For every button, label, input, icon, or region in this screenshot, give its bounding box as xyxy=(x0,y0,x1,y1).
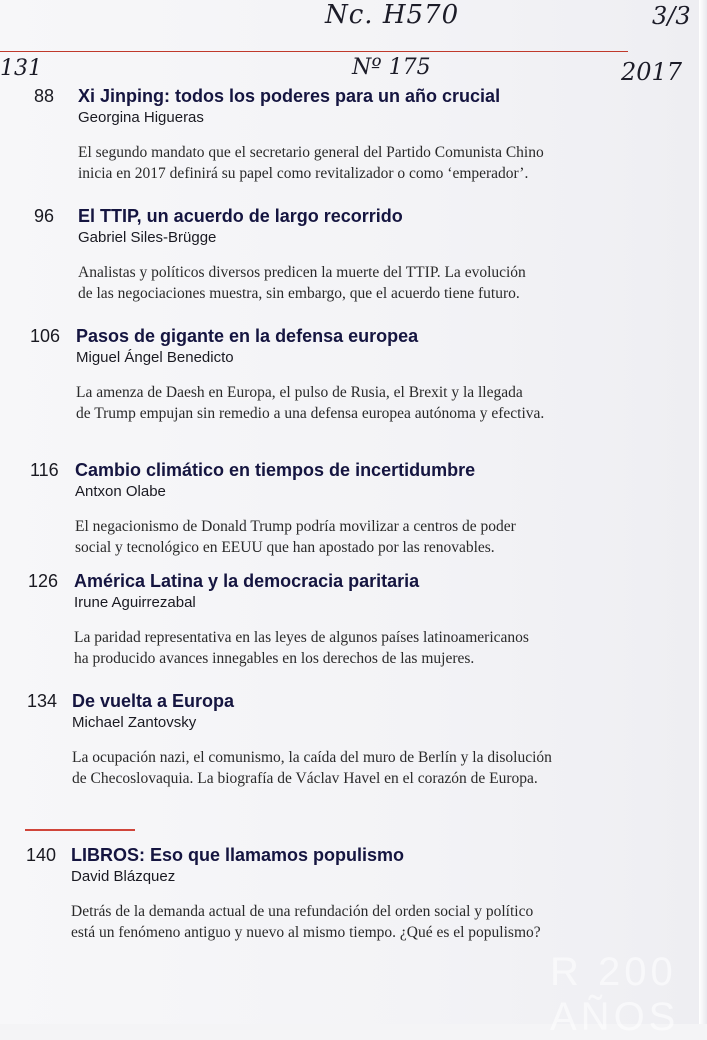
handwritten-issue-number: Nº 175 xyxy=(352,55,431,80)
article-author: Antxon Olabe xyxy=(75,483,166,500)
article-page-number: 126 xyxy=(28,571,59,591)
article-title: Pasos de gigante en la defensa europea xyxy=(76,326,419,346)
handwritten-year: 2017 xyxy=(621,58,683,86)
article-description xyxy=(74,627,634,669)
article-title: LIBROS: Eso que llamamos populismo xyxy=(71,845,405,865)
description-line: ha producido avances innegables en los derechos de las mujeres. xyxy=(74,650,475,667)
description-line: La ocupación nazi, el comunismo, la caída del muro de Berlín y la disolución xyxy=(72,749,552,766)
article-description xyxy=(71,901,631,943)
description-line: está un fenómeno antiguo y nuevo al mismo tiempo. ¿Qué es el populismo? xyxy=(71,924,541,941)
handwritten-catalog-number: Nc. H570 xyxy=(325,0,460,30)
article-title: De vuelta a Europa xyxy=(72,691,235,711)
article-page-number: 116 xyxy=(30,460,59,480)
description-line: Detrás de la demanda actual de una refundación del orden social y político xyxy=(71,903,534,920)
article-page-number: 140 xyxy=(26,845,57,865)
article-title: Xi Jinping: todos los poderes para un año crucial xyxy=(78,86,501,106)
page-edge xyxy=(699,0,707,1024)
description-line: social y tecnológico en EEUU que han apostado por las renovables. xyxy=(75,539,495,556)
article-author: David Blázquez xyxy=(71,868,176,885)
article-title: América Latina y la democracia paritaria xyxy=(74,571,420,591)
article-page-number: 96 xyxy=(34,206,55,226)
article-description xyxy=(75,516,635,558)
libros-red-rule xyxy=(25,829,135,831)
description-line: de las negociaciones muestra, sin embargo, que el acuerdo tiene futuro. xyxy=(78,285,520,302)
handwritten-left-number: 131 xyxy=(0,56,42,81)
article-page-number: 134 xyxy=(27,691,58,711)
article-author: Miguel Ángel Benedicto xyxy=(76,349,234,366)
description-line: La amenza de Daesh en Europa, el pulso de Rusia, el Brexit y la llegada xyxy=(76,384,523,401)
article-author: Michael Zantovsky xyxy=(72,714,197,731)
anniversary-watermark: R 200 AÑOS xyxy=(550,950,680,1039)
top-red-rule xyxy=(0,51,628,52)
description-line: de Checoslovaquia. La biografía de Václav Havel en el corazón de Europa. xyxy=(72,770,538,787)
article-description xyxy=(72,747,632,789)
description-line: Analistas y políticos diversos predicen la muerte del TTIP. La evolución xyxy=(78,264,526,281)
article-author: Irune Aguirrezabal xyxy=(74,594,196,611)
description-line: El segundo mandato que el secretario general del Partido Comunista Chino xyxy=(78,144,544,161)
article-description xyxy=(76,382,636,424)
description-line: La paridad representativa en las leyes de algunos países latinoamericanos xyxy=(74,629,529,646)
handwritten-sheet-count: 3/3 xyxy=(652,2,691,30)
article-page-number: 88 xyxy=(34,86,55,106)
description-line: de Trump empujan sin remedio a una defensa europea autónoma y efectiva. xyxy=(76,405,545,422)
article-page-number: 106 xyxy=(30,326,61,346)
article-title: Cambio climático en tiempos de incertidumbre xyxy=(75,460,476,480)
description-line: El negacionismo de Donald Trump podría movilizar a centros de poder xyxy=(75,518,516,535)
article-author: Georgina Higueras xyxy=(78,109,204,126)
article-description xyxy=(78,262,638,304)
article-author: Gabriel Siles-Brügge xyxy=(78,229,217,246)
description-line: inicia en 2017 definirá su papel como revitalizador o como ‘emperador’. xyxy=(78,165,529,182)
article-description xyxy=(78,142,638,184)
article-title: El TTIP, un acuerdo de largo recorrido xyxy=(78,206,403,226)
